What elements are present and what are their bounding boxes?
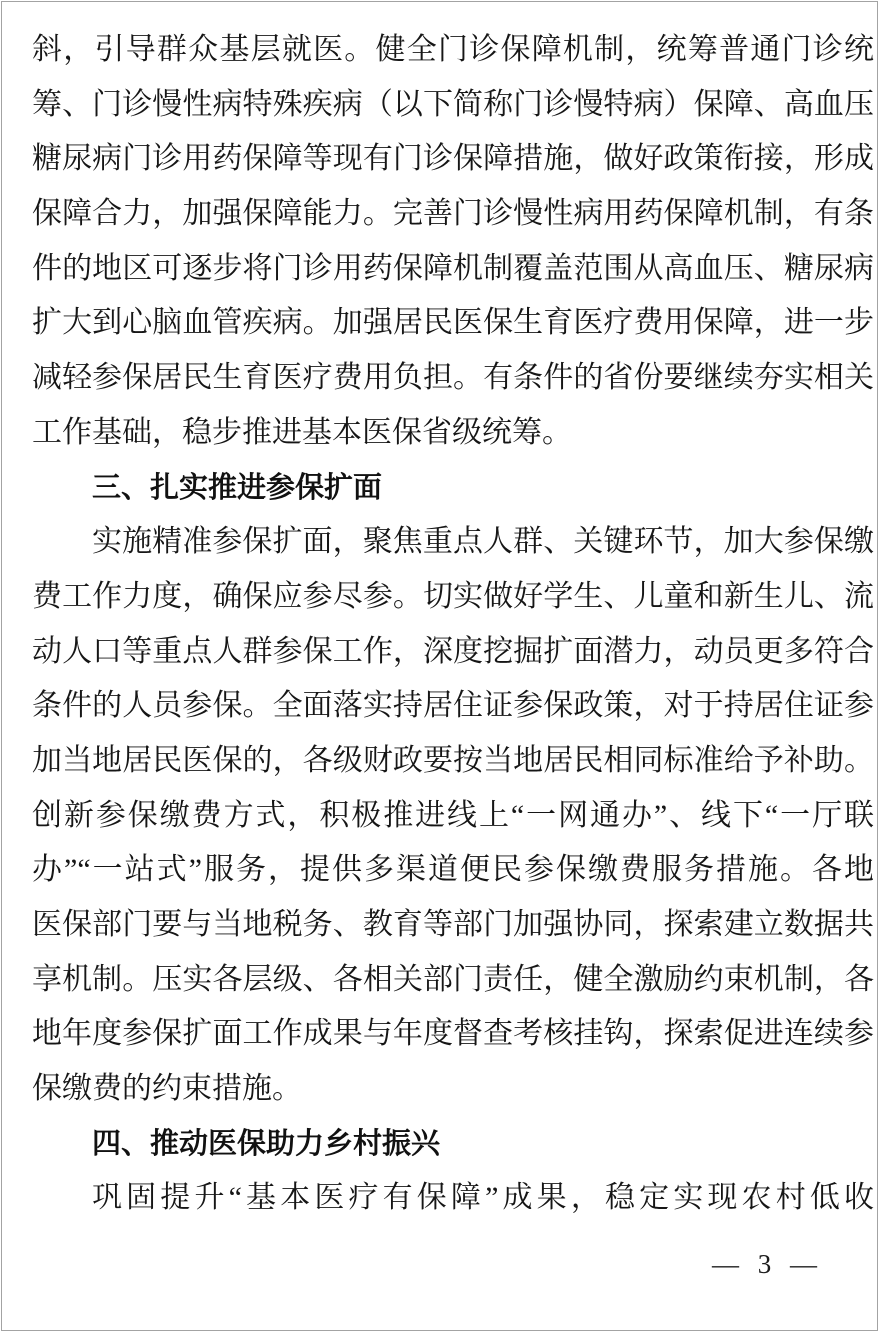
text-line: 保障合力，加强保障能力。完善门诊慢性病用药保障机制，有条	[32, 197, 874, 231]
text-line: 条件的人员参保。全面落实持居住证参保政策，对于持居住证参	[32, 689, 874, 723]
text-line: 减轻参保居民生育医疗费用负担。有条件的省份要继续夯实相关	[32, 361, 874, 395]
page-number: — 3 —	[712, 1249, 817, 1279]
text-line: 动人口等重点人群参保工作，深度挖掘扩面潜力，动员更多符合	[32, 634, 874, 668]
text-line: 巩固提升“基本医疗有保障”成果，稳定实现农村低收	[92, 1181, 874, 1215]
text-line: 实施精准参保扩面，聚焦重点人群、关键环节，加大参保缴	[92, 525, 874, 559]
text-line: 医保部门要与当地税务、教育等部门加强协同，探索建立数据共	[32, 908, 874, 941]
text-line: 保缴费的约束措施。	[32, 1072, 302, 1106]
document-body	[32, 23, 874, 1226]
section-heading-3: 三、扎实推进参保扩面	[92, 471, 383, 504]
text-line: 扩大到心脑血管疾病。加强居民医保生育医疗费用保障，进一步	[32, 306, 874, 340]
text-line: 糖尿病门诊用药保障等现有门诊保障措施，做好政策衔接，形成	[32, 142, 874, 176]
text-line: 筹、门诊慢性病特殊疾病（以下简称门诊慢特病）保障、高血压	[32, 87, 874, 121]
text-line: 加当地居民医保的，各级财政要按当地居民相同标准给予补助。	[32, 743, 874, 777]
text-line: 创新参保缴费方式，积极推进线上“一网通办”、线下“一厅联	[32, 798, 874, 832]
text-line: 工作基础，稳步推进基本医保省级统筹。	[32, 415, 572, 449]
text-line: 斜，引导群众基层就医。健全门诊保障机制，统筹普通门诊统	[32, 33, 874, 66]
text-line: 件的地区可逐步将门诊用药保障机制覆盖范围从高血压、糖尿病	[32, 251, 874, 285]
document-page	[1, 1, 878, 1331]
text-line: 地年度参保扩面工作成果与年度督查考核挂钩，探索促进连续参	[32, 1017, 874, 1051]
section-heading-4: 四、推动医保助力乡村振兴	[92, 1127, 441, 1160]
text-line: 享机制。压实各层级、各相关部门责任，健全激励约束机制，各	[32, 962, 874, 996]
text-line: 办”“一站式”服务，提供多渠道便民参保缴费服务措施。各地	[32, 853, 874, 887]
text-line: 费工作力度，确保应参尽参。切实做好学生、儿童和新生儿、流	[32, 579, 874, 613]
